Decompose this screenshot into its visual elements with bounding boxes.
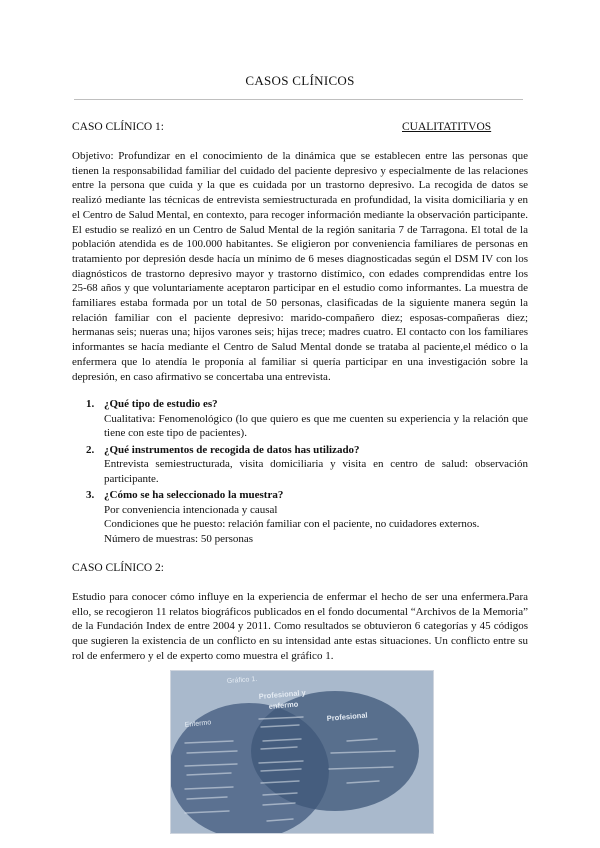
label-profesional: Profesional <box>326 710 368 723</box>
label-center-line2: enfermo <box>268 699 299 711</box>
question-number: 3. <box>86 489 95 501</box>
question-number: 1. <box>86 398 95 410</box>
case1-type: CUALITATITVOS <box>402 121 492 133</box>
question-text: ¿Cómo se ha seleccionado la muestra? <box>104 489 284 501</box>
question-answer: Número de muestras: 50 personas <box>104 532 254 545</box>
label-enfermo: Enfermo <box>184 719 212 729</box>
page-title: CASOS CLÍNICOS <box>245 73 355 88</box>
case1-header <box>72 121 528 133</box>
question-answer: Por conveniencia intencionada y causal <box>104 503 278 516</box>
question-text: ¿Qué instrumentos de recogida de datos has utilizado? <box>104 443 360 456</box>
case2-text: Estudio para conocer cómo influye en la experiencia de enfermar el hecho de ser una enfermera.Para ello, se recogieron 11 relatos biográficos publicados en el fondo documental “Archivos de la Memoria” de la Fundación Index de entre 2004 y 2011. Como resultados se obtuvieron 6 categorías y 45 códigos que sugieren la existencia de un conflicto en su intensidad ante estas situaciones. Un conflicto entre su rol de enfermero y el de experto como muestra el gráfico 1. <box>72 591 528 662</box>
question-answer: Condiciones que he puesto: relación familiar con el paciente, no cuidadores externos. <box>104 518 480 530</box>
figure-caption: Gráfico 1. <box>226 675 258 685</box>
case1-label: CASO CLÍNICO 1: <box>72 121 165 133</box>
question-item <box>86 488 528 546</box>
question-answer: Entrevista semiestructurada, visita domiciliaria y visita en centro de salud: observación participante. <box>104 458 528 485</box>
venn-figure <box>170 670 434 834</box>
case2-header: CASO CLÍNICO 2: <box>72 562 165 574</box>
question-text: ¿Qué tipo de estudio es? <box>104 398 218 410</box>
label-center-line1: Profesional y <box>258 687 307 701</box>
case1-objective: Objetivo: Profundizar en el conocimiento de la dinámica que se establecen entre las personas que tienen la responsabilidad familiar del cuidado del paciente depresivo y especialmente de las relaciones entre la persona que cuida y la que es cuidada por un trastorno depresivo. La recogida de datos se realizó mediante las técnicas de entrevista semiestructurada en profundidad, la visita domiciliaria y en el Centro de Salud Mental, en contexto, para recoger información mediante la observación participante. El estudio se realizó en un Centro de Salud Mental de la región sanitaria 7 de Tarragona. El total de la población atendida es de 100.000 habitantes. Se eligieron por conveniencia familiares de personas en tratamiento por depresión desde hacía un mínimo de 6 meses diagnosticadas según el DSM IV con los diagnósticos de trastorno depresivo mayor y trastorno distímico, con edades comprendidas entre los 25-68 años y que voluntariamente aceptaron participar en el estudio como informantes. La muestra de familiares estaba formada por un total de 50 personas, clasificadas de la siguiente manera según la relación familiar con el paciente depresivo: marido-compañero diez; esposas-compañeras diez; hermanas seis; nueras una; hijos varones seis; hijas trece; madres cuatro. El contacto con los familiares informantes se hacía mediante el Centro de Salud Mental donde se trataba al paciente,el médico o la enfermera que lo atendía le proponía al familiar si quería participar en una investigación sobre la depresión, en caso afirmativo se concertaba una entrevista. <box>72 150 528 383</box>
venn-diagram <box>171 671 433 833</box>
question-list <box>86 397 528 548</box>
question-number: 2. <box>86 443 95 456</box>
title-divider <box>74 99 523 100</box>
question-item <box>86 443 528 487</box>
question-answer: Cualitativa: Fenomenológico (lo que quiero es que me cuenten su experiencia y la relación que tiene con este tipo de pacientes). <box>104 412 528 439</box>
question-item <box>86 397 528 441</box>
